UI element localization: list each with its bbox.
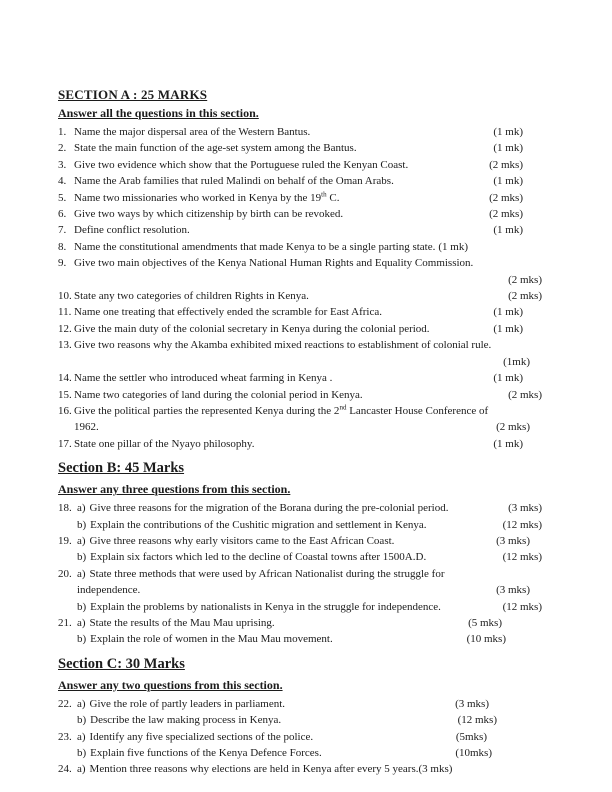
- question-marks: (2 mks): [489, 208, 523, 221]
- question-row-16: [58, 403, 542, 419]
- page-content: [58, 86, 542, 778]
- question-row-5: [58, 190, 542, 206]
- question-marks: (3 mks): [418, 763, 453, 776]
- question-text: State the results of the Mau Mau uprising.: [89, 616, 275, 629]
- question-text-post: Lancaster House Conference of: [346, 404, 489, 417]
- question-text-pre: Name two missionaries who worked in Kenya by the 19: [74, 191, 322, 204]
- question-row-19b: [58, 549, 542, 565]
- question-row-3: [58, 157, 542, 173]
- question-number: 8.: [58, 240, 67, 253]
- question-text: State three methods that were used by African Nationalist during the struggle for: [89, 567, 445, 580]
- question-text: State one pillar of the Nyayo philosophy.: [74, 437, 255, 450]
- question-text: Name the major dispersal area of the Western Bantus.: [74, 126, 311, 138]
- question-row-6: [58, 206, 542, 222]
- question-text: Explain the contributions of the Cushitic migration and settlement in Kenya.: [90, 518, 427, 531]
- question-continuation-text: 1962.: [74, 421, 99, 434]
- question-text: Give three reasons why early visitors came to the East African Coast.: [89, 534, 395, 547]
- question-row-1: [58, 124, 542, 140]
- question-marks: (3 mks): [496, 584, 530, 597]
- question-row-23a: [58, 729, 542, 745]
- question-row-4: [58, 173, 542, 189]
- question-text-pre: Give the political parties the represented Kenya during the 2: [74, 404, 340, 417]
- question-text: Give the role of partly leaders in parliament.: [89, 697, 286, 710]
- question-marks: (2 mks): [489, 191, 523, 204]
- question-text: Give two evidence which show that the Portuguese ruled the Kenyan Coast.: [74, 158, 409, 171]
- question-row-16-continuation: [58, 419, 542, 435]
- part-label: a): [77, 567, 86, 580]
- question-row-9: [58, 255, 542, 271]
- question-row-18b: [58, 517, 542, 533]
- question-marks: (1 mk): [493, 126, 523, 138]
- question-marks: (12 mks): [457, 714, 497, 727]
- question-number: 19.: [58, 534, 72, 547]
- question-row-24a: [58, 761, 542, 777]
- question-row-14: [58, 370, 542, 386]
- question-number: 20.: [58, 567, 72, 580]
- question-number: 10.: [58, 290, 72, 303]
- question-text: Explain the problems by nationalists in Kenya in the struggle for independence.: [90, 600, 441, 613]
- question-number: 4.: [58, 175, 67, 188]
- question-row-22a: [58, 696, 542, 712]
- question-row-12: [58, 321, 542, 337]
- part-label: a): [77, 534, 86, 547]
- question-number: 7.: [58, 224, 67, 237]
- question-marks: (2 mks): [496, 421, 530, 434]
- question-row-13-marks-line: [58, 354, 542, 370]
- question-text: Explain six factors which led to the decline of Coastal towns after 1500A.D.: [90, 551, 427, 564]
- question-marks: (2 mks): [508, 388, 542, 401]
- question-row-21a: [58, 615, 542, 631]
- question-number: 2.: [58, 142, 67, 155]
- part-label: a): [77, 730, 86, 743]
- question-number: 15.: [58, 388, 72, 401]
- question-row-23b: [58, 745, 542, 761]
- section-c-title: Section C: 30 Marks: [58, 655, 185, 672]
- question-row-13: [58, 337, 542, 353]
- question-marks: (5mks): [455, 730, 487, 743]
- question-marks: (12 mks): [502, 600, 542, 613]
- part-label: b): [77, 600, 87, 613]
- question-text: [74, 190, 339, 206]
- question-number: 21.: [58, 616, 72, 629]
- question-number: 13.: [58, 339, 72, 352]
- question-marks: (1 mk): [493, 175, 523, 188]
- question-text: Name two categories of land during the colonial period in Kenya.: [74, 388, 363, 401]
- part-label: b): [77, 747, 87, 759]
- question-number: 18.: [58, 502, 72, 515]
- part-label: a): [77, 763, 86, 776]
- question-number: 6.: [58, 208, 67, 221]
- superscript: th: [321, 189, 327, 198]
- question-text: Give two reasons why the Akamba exhibited mixed reactions to establishment of colonial rule.: [74, 339, 492, 352]
- question-text: Name the Arab families that ruled Malindi on behalf of the Oman Arabs.: [74, 175, 394, 188]
- question-number: 3.: [58, 158, 67, 171]
- question-row-20b: [58, 599, 542, 615]
- question-marks: (10 mks): [466, 633, 506, 646]
- question-row-19a: [58, 533, 542, 549]
- question-row-11: [58, 304, 542, 320]
- part-label: b): [77, 518, 87, 531]
- question-text: Mention three reasons why elections are held in Kenya after every 5 years.: [89, 763, 419, 776]
- question-row-7: [58, 222, 542, 238]
- question-text: Name the settler who introduced wheat farming in Kenya .: [74, 372, 333, 385]
- question-marks: (12 mks): [502, 518, 542, 531]
- section-c-instruction: Answer any two questions from this section.: [58, 677, 283, 692]
- superscript: nd: [339, 403, 347, 412]
- part-label: a): [77, 502, 86, 515]
- section-a: [58, 86, 542, 452]
- question-number: 5.: [58, 191, 67, 204]
- question-number: 9.: [58, 257, 67, 270]
- question-marks: (1 mk): [493, 224, 523, 237]
- part-label: b): [77, 714, 87, 727]
- question-text: Name the constitutional amendments that made Kenya to be a single parting state.: [74, 240, 436, 253]
- part-label: a): [77, 616, 86, 629]
- question-marks: (1 mk): [493, 372, 523, 385]
- question-number: 16.: [58, 404, 72, 417]
- question-text: Give three reasons for the migration of the Borana during the pre-colonial period.: [89, 502, 449, 515]
- question-marks: (1 mk): [493, 306, 523, 319]
- part-label: b): [77, 633, 87, 646]
- question-marks: (3 mks): [496, 534, 530, 547]
- section-b: [58, 459, 542, 648]
- question-number: 23.: [58, 730, 72, 743]
- question-text: Define conflict resolution.: [74, 224, 190, 237]
- question-row-17: [58, 436, 542, 452]
- question-row-20a-continuation: [58, 582, 542, 598]
- question-marks: (2 mks): [508, 273, 542, 286]
- part-label: a): [77, 697, 86, 710]
- question-row-21b: [58, 631, 542, 647]
- question-number: 11.: [58, 306, 72, 319]
- question-row-9-marks-line: [58, 272, 542, 288]
- question-number: 14.: [58, 372, 72, 385]
- section-a-instruction: Answer all the questions in this section.: [58, 106, 259, 120]
- question-marks: (2 mks): [489, 158, 523, 171]
- question-text-post: C.: [326, 191, 340, 204]
- question-number: 12.: [58, 322, 72, 335]
- question-number: 1.: [58, 126, 67, 138]
- question-marks: (10mks): [455, 747, 492, 759]
- section-b-instruction: Answer any three questions from this section.: [58, 482, 291, 497]
- question-text: Give two main objectives of the Kenya National Human Rights and Equality Commission.: [74, 257, 474, 270]
- question-marks: (3 mks): [455, 697, 489, 710]
- question-text: Explain five functions of the Kenya Defence Forces.: [90, 747, 322, 759]
- question-text: [74, 403, 488, 419]
- question-text: Describe the law making process in Kenya.: [90, 714, 282, 727]
- question-text: State the main function of the age-set system among the Bantus.: [74, 142, 357, 155]
- section-a-title: SECTION A : 25 MARKS: [58, 87, 208, 102]
- part-label: b): [77, 551, 87, 564]
- question-number: 24.: [58, 763, 72, 776]
- question-row-2: [58, 140, 542, 156]
- question-text: Give the main duty of the colonial secretary in Kenya during the colonial period.: [74, 322, 430, 335]
- question-marks: (1 mk): [493, 322, 523, 335]
- question-number: 17.: [58, 437, 72, 450]
- question-row-15: [58, 387, 542, 403]
- question-row-20a: [58, 566, 542, 582]
- question-text: Name one treating that effectively ended the scramble for East Africa.: [74, 306, 382, 319]
- question-text: State any two categories of children Rights in Kenya.: [74, 290, 309, 303]
- question-number: 22.: [58, 697, 72, 710]
- question-row-8: [58, 239, 542, 255]
- question-marks: (12 mks): [502, 551, 542, 564]
- question-row-22b: [58, 712, 542, 728]
- section-c: [58, 655, 542, 778]
- question-row-18a: [58, 500, 542, 516]
- question-marks: (1 mk): [493, 437, 523, 450]
- question-marks: (1mk): [503, 355, 530, 368]
- question-marks: (1 mk): [493, 142, 523, 155]
- question-marks: (5 mks): [468, 616, 502, 629]
- question-text: Identify any five specialized sections of the police.: [89, 730, 314, 743]
- section-b-title: Section B: 45 Marks: [58, 460, 185, 477]
- question-text: Explain the role of women in the Mau Mau movement.: [90, 633, 333, 646]
- question-row-10: [58, 288, 542, 304]
- question-marks: (2 mks): [508, 290, 542, 303]
- question-marks: (1 mk): [438, 240, 469, 253]
- question-continuation-text: independence.: [77, 584, 141, 597]
- question-text: Give two ways by which citizenship by birth can be revoked.: [74, 208, 344, 221]
- question-marks: (3 mks): [508, 502, 542, 515]
